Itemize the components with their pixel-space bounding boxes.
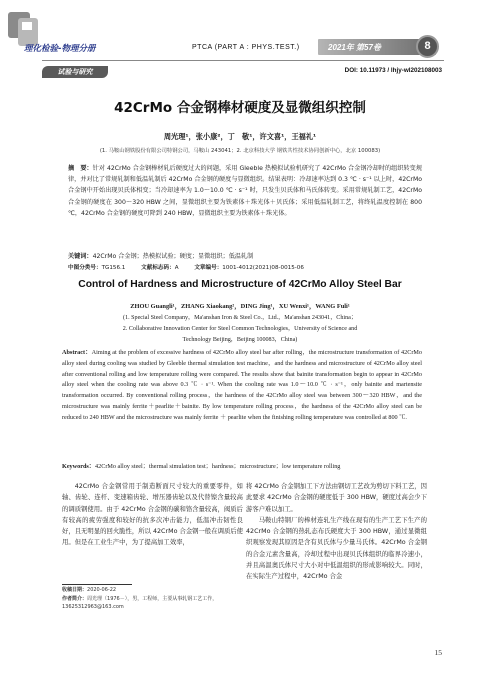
clc-label: 中图分类号： [68,265,102,271]
footnote-rule [62,584,132,585]
keywords-cn-label: 关键词： [68,253,93,260]
affiliation-en-line: 2. Collaborative Innovation Center for Steel Common Technologies，University of Science and [122,325,358,332]
title-cn: 42CrMo 合金钢棒材硬度及显微组织控制 [114,100,366,116]
doc-code-label: 文献标志码： [141,265,175,271]
author-bio-value: 周光理（1976－），男，工程师，主要从事轧钢工艺工作，13625312963@163.com [62,595,218,611]
journal-header [0,0,480,64]
body-column-right [246,481,427,583]
affiliation-en [0,313,480,345]
issue-number: 8 [416,35,439,58]
keywords-en-text: 42CrMo alloy steel；thermal simulation test；hardness；microstructure；low temperature rolling [95,463,341,470]
article-id: 1001-4012(2021)08-0015-06 [222,265,304,271]
doc-code: A [174,265,179,271]
abstract-en-text: Aiming at the problem of excessive hardness of 42CrMo alloy steel bar after rolling，the microstructure transformation of 42CrMo alloy steel during cooling was studied by Gleeble thermal simulation test machine，and the hardness and microstructure of 42CrMo alloy steel after conventional rolling and low temperature rolling were compared. The results show that bainite transformation begin to appear in 42CrMo alloy steel when the cooling rate was above 0.3 ℃ · s⁻¹. When the cooling rate was 1.0～10.0 ℃ · s⁻¹，only bainite and martensite transformation occurred. By conventional rolling process，the hardness of the 42CrMo alloy steel was between 300～320 HBW，and the microstructure was mainly ferrite＋pearlite＋bainite. By low temperature rolling process，the hardness of the 42CrMo alloy steel can be reduced to 240 HBW and the microstructure was mainly ferrite ＋ pearlite when the finishing rolling temperature was controlled at 800 ℃. [62,349,422,421]
received-label: 收稿日期： [62,587,88,593]
affiliation-en-line: (1. Special Steel Company，Ma'anshan Iron & Steel Co.，Ltd.，Ma'anshan 243041，China； [123,315,357,321]
running-title: PTCA (PART A : PHYS.TEST.) [192,44,300,51]
classification-row [68,263,318,271]
author-bio-label: 作者简介： [62,595,88,602]
authors-cn: 周光理¹，张小康²，丁 敬¹，许文喜¹，王福礼¹ [163,132,317,141]
article-id-label: 文章编号： [194,265,223,271]
keywords-en-label: Keywords： [62,463,95,470]
year-volume: 2021年 第57卷 [328,43,381,52]
keywords-en [62,461,424,470]
doi: DOI: 10.11973 / lhjy-wl202108003 [344,67,442,74]
received-value: 2020-06-22 [87,587,117,593]
page-number: 15 [434,648,442,657]
header-rule [42,60,444,61]
abstract-cn-label: 摘 要： [68,165,93,172]
keywords-cn [68,251,428,262]
keywords-cn-text: 42CrMo 合金钢；热模拟试验；硬度；显微组织；低温轧制 [92,253,254,260]
abstract-en-label: Abstract： [62,349,92,356]
authors-en: ZHOU Guangli¹，ZHANG Xiaokang²，DING Jing¹，XU Wenxi¹，WANG Fuli¹ [130,303,350,310]
section-tag: 试验与研究 [42,66,108,78]
body-paragraph: 马鞍山特钢厂的棒材连轧生产线在现有的生产工艺下生产的 42CrMo 合金钢的热轧态布氏硬度大于 300 HBW，通过显微组织观察发现其原因是含有贝氏体与少量马氏体。42CrMo 合金钢的合金元素含量高，冷却过程中出现贝氏体组织的临界冷速小，并且高温奥氏体尺寸大小对中低温组织的形成影响较大。同时，在实际生产过程中，42CrMo 合金 [246,516,427,581]
footnote [62,586,244,612]
affiliation-en-line: Technology Beijing，Beijing 100083，China) [182,336,298,343]
body-paragraph: 42CrMo 合金钢常用于制造断面尺寸较大的重要零件，如轴、齿轮、连杆、变速箱齿轮、增压器齿轮以及代替镍含量较高的调质钢使用。由于 42CrMo 合金钢的碳和铬含量较高，阀质后有较高的疲劳强度和较好的抗多次冲击能力，低温冲击韧性良好，且无明显的回火脆性，所以 42CrMo 合金钢一般在调质后使用。但是在工业生产中，为了提高加工效率， [62,483,243,547]
affiliation-cn: (1. 马鞍山钢铁股份有限公司特钢公司，马鞍山 243041；2. 北京科技大学 钢铁共性技术协同创新中心，北京 100083) [99,148,381,154]
title-en: Control of Hardness and Microstructure of 42CrMo Alloy Steel Bar [78,279,402,290]
abstract-cn-text: 针对 42CrMo 合金钢棒材轧后硬度过大的问题，采用 Gleeble 热模拟试验机研究了 42CrMo 合金钢冷却时的组织转变规律，并对比了常规轧制和低温轧制后 42CrMo 合金钢的硬度与显微组织。结果表明：冷却速率达到 0.3 ℃ · s⁻¹ 以上时，42CrMo 合金钢中开始出现贝氏体相变；当冷却速率为 1.0～10.0 ℃ · s⁻¹ 时，只发生贝氏体和马氏体转变。采用常规轧制工艺，42CrMo 合金钢的硬度在 300～320 HBW 之间，显微组织主要为铁素体＋珠光体＋贝氏体；采用低温轧制工艺，将终轧温度控制在 800 ℃，42CrMo 合金钢的硬度可降到 240 HBW，显微组织主要为铁素体＋珠光体。 [68,165,422,217]
clc-number: TG156.1 [101,265,126,271]
body-paragraph: 将 42CrMo 合金钢加工下方法由钢切工艺改为剪切下料工艺，因此要求 42CrMo 合金钢的硬度低于 300 HBW，硬度过高会少下游客户难以加工。 [246,483,427,513]
journal-name-cn: 理化检验-物理分册 [24,44,96,54]
author-bio [62,595,244,612]
received-date [62,586,244,595]
abstract-cn [68,163,422,219]
abstract-en [62,348,422,424]
body-column-left [62,481,243,549]
